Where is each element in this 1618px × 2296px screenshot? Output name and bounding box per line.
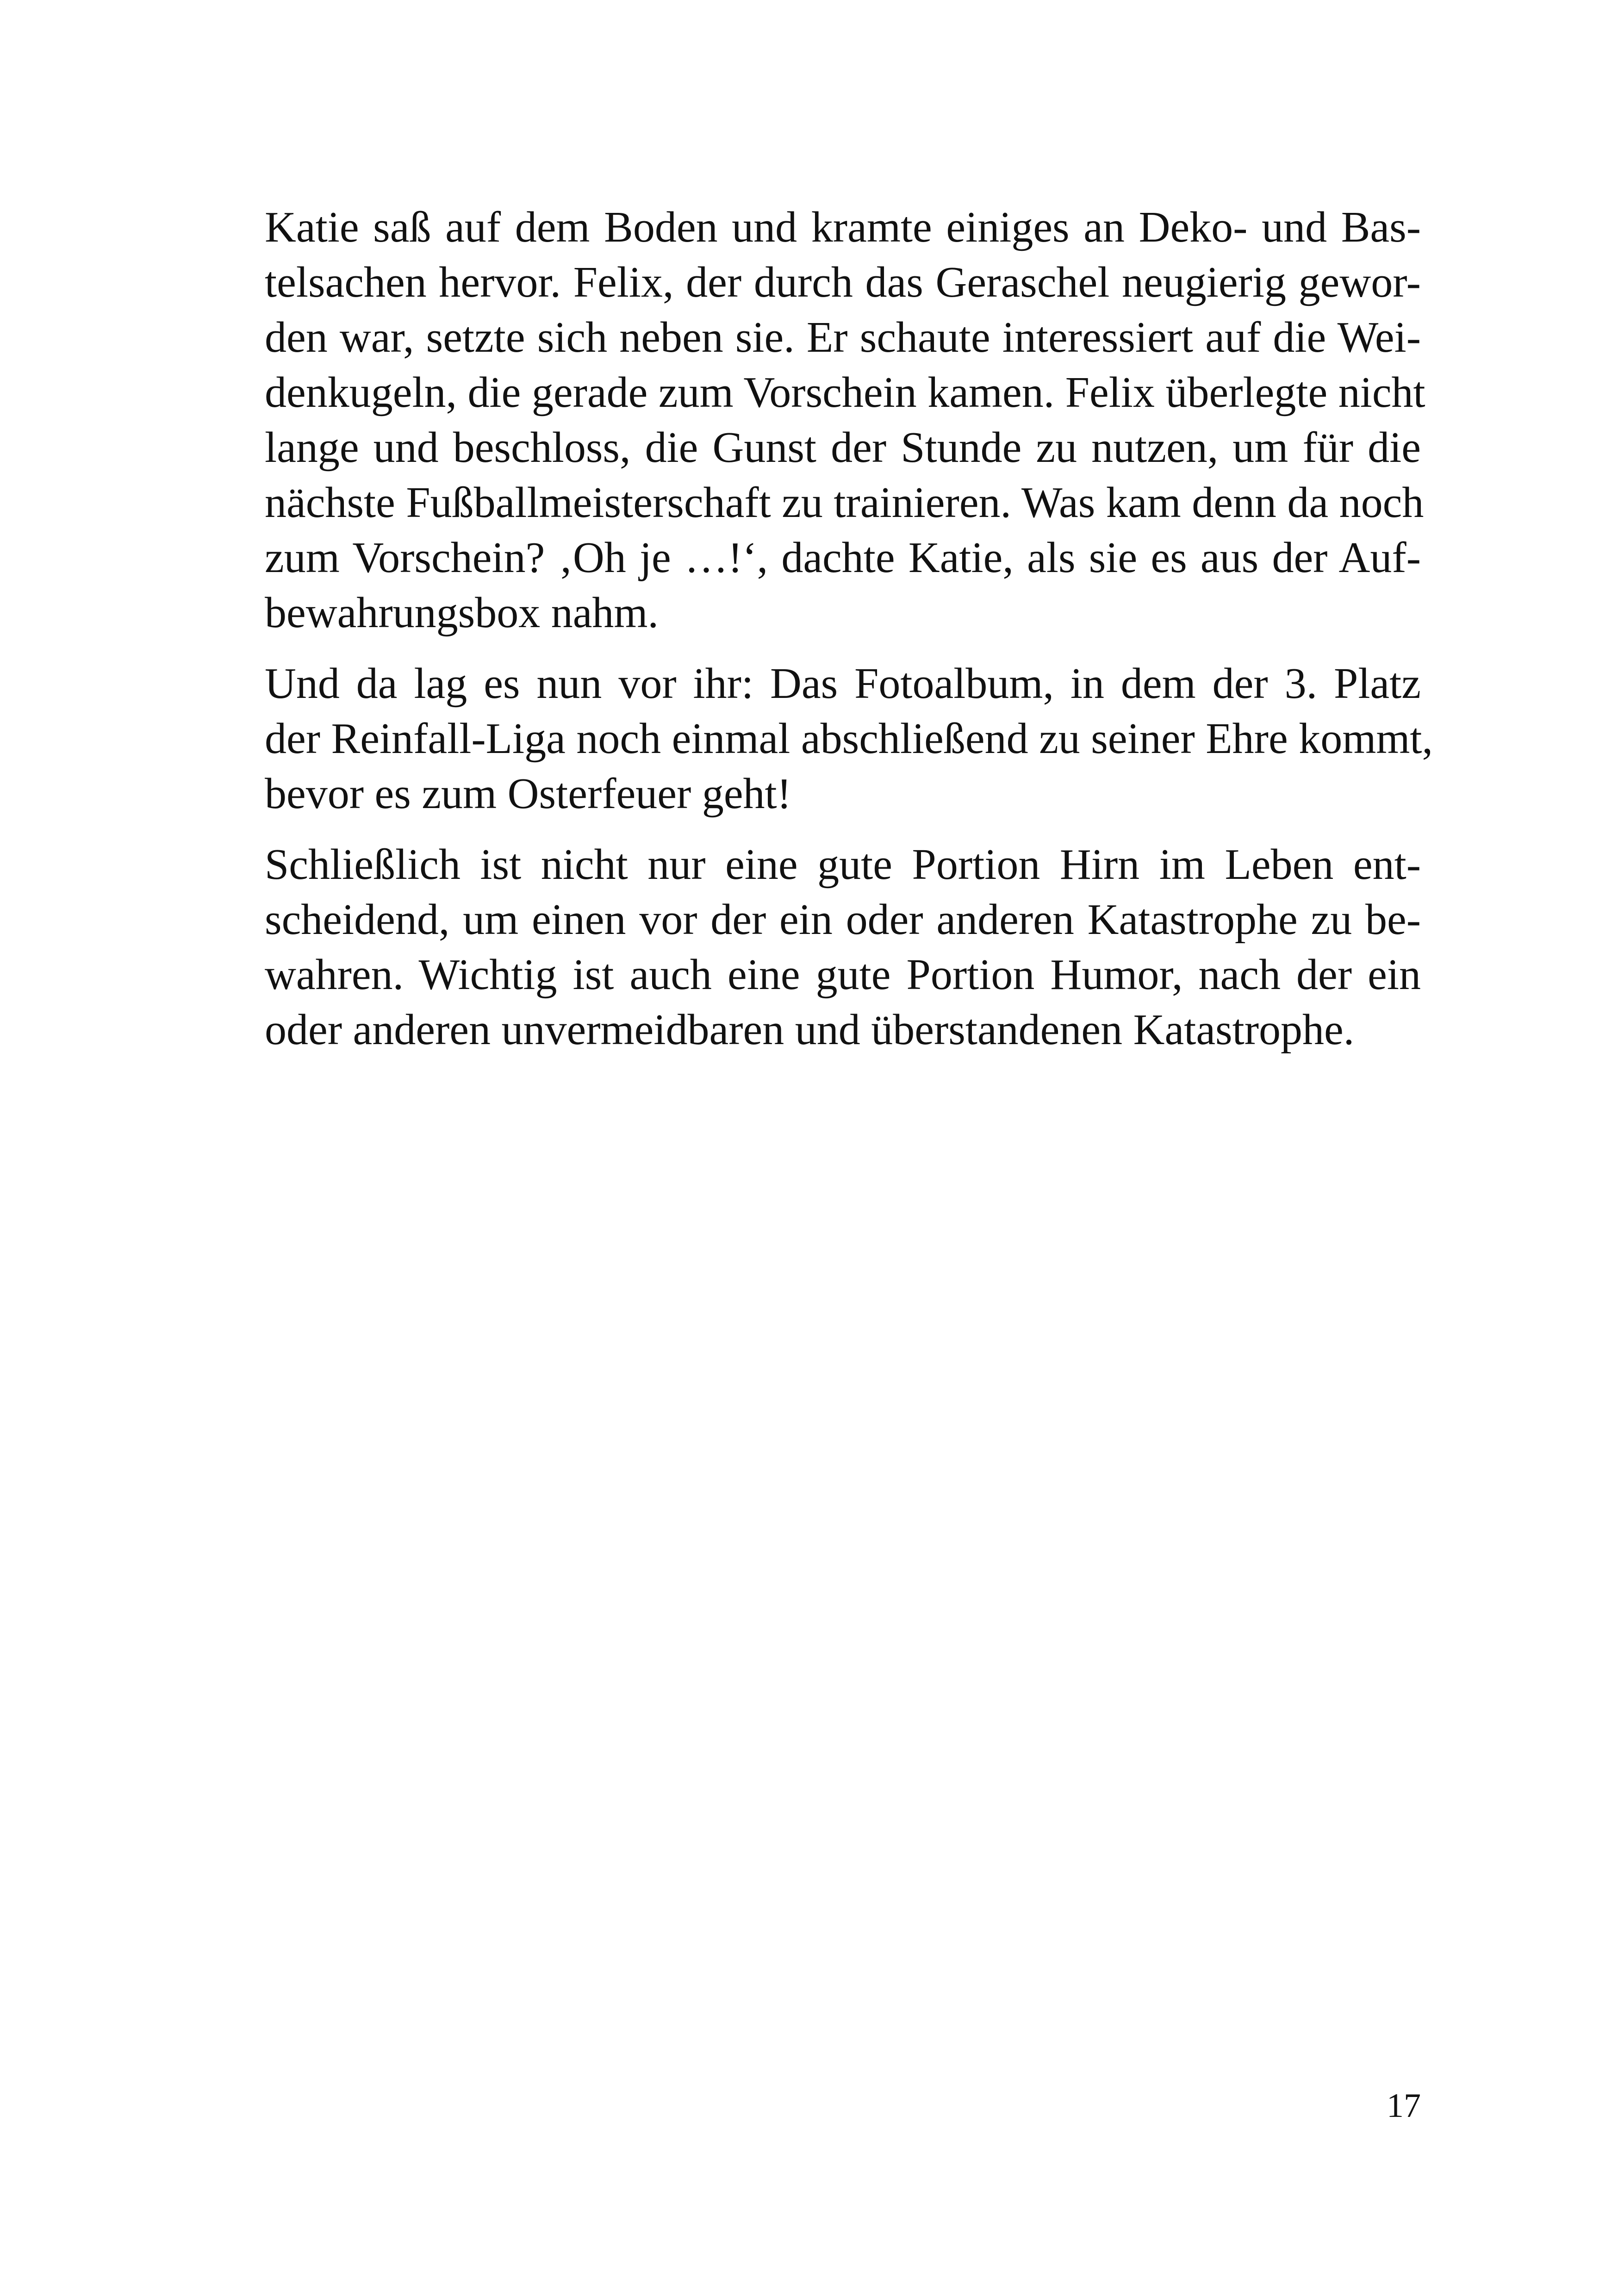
body-text [208,200,1433,1073]
text-line: den war, setzte sich neben sie. Er schaute interessiert auf die Wei- [265,313,1421,361]
text-line: Katie saß auf dem Boden und kramte einiges an Deko- und Bas- [265,203,1421,251]
text-line: telsachen hervor. Felix, der durch das Geraschel neugierig gewor- [265,258,1421,306]
text-line: zum Vorschein? ‚Oh je …!‘, dachte Katie, als sie es aus der Auf- [265,534,1421,582]
paragraph-2 [208,656,1433,821]
text-line: lange und beschloss, die Gunst der Stunde zu nutzen, um für die [265,423,1421,472]
text-line: wahren. Wichtig ist auch eine gute Portion Humor, nach der ein [265,951,1421,999]
text-line: Schließlich ist nicht nur eine gute Portion Hirn im Leben ent- [265,840,1421,889]
paragraph-3 [208,837,1421,1058]
text-line: denkugeln, die gerade zum Vorschein kamen. Felix überlegte nicht [265,368,1425,417]
page-number: 17 [1387,2087,1421,2125]
text-line: nächste Fußballmeisterschaft zu trainieren. Was kam denn da noch [265,479,1424,527]
paragraph-1 [208,200,1425,641]
text-line: bevor es zum Osterfeuer geht! [265,770,791,818]
text-line: oder anderen unvermeidbaren und überstandenen Katastrophe. [265,1006,1355,1054]
text-line: der Reinfall-Liga noch einmal abschließend zu seiner Ehre kommt, [265,715,1433,763]
text-line: scheidend, um einen vor der ein oder anderen Katastrophe zu be- [265,896,1421,944]
text-line: Und da lag es nun vor ihr: Das Fotoalbum, in dem der 3. Platz [265,660,1421,708]
text-line: bewahrungsbox nahm. [265,589,659,637]
